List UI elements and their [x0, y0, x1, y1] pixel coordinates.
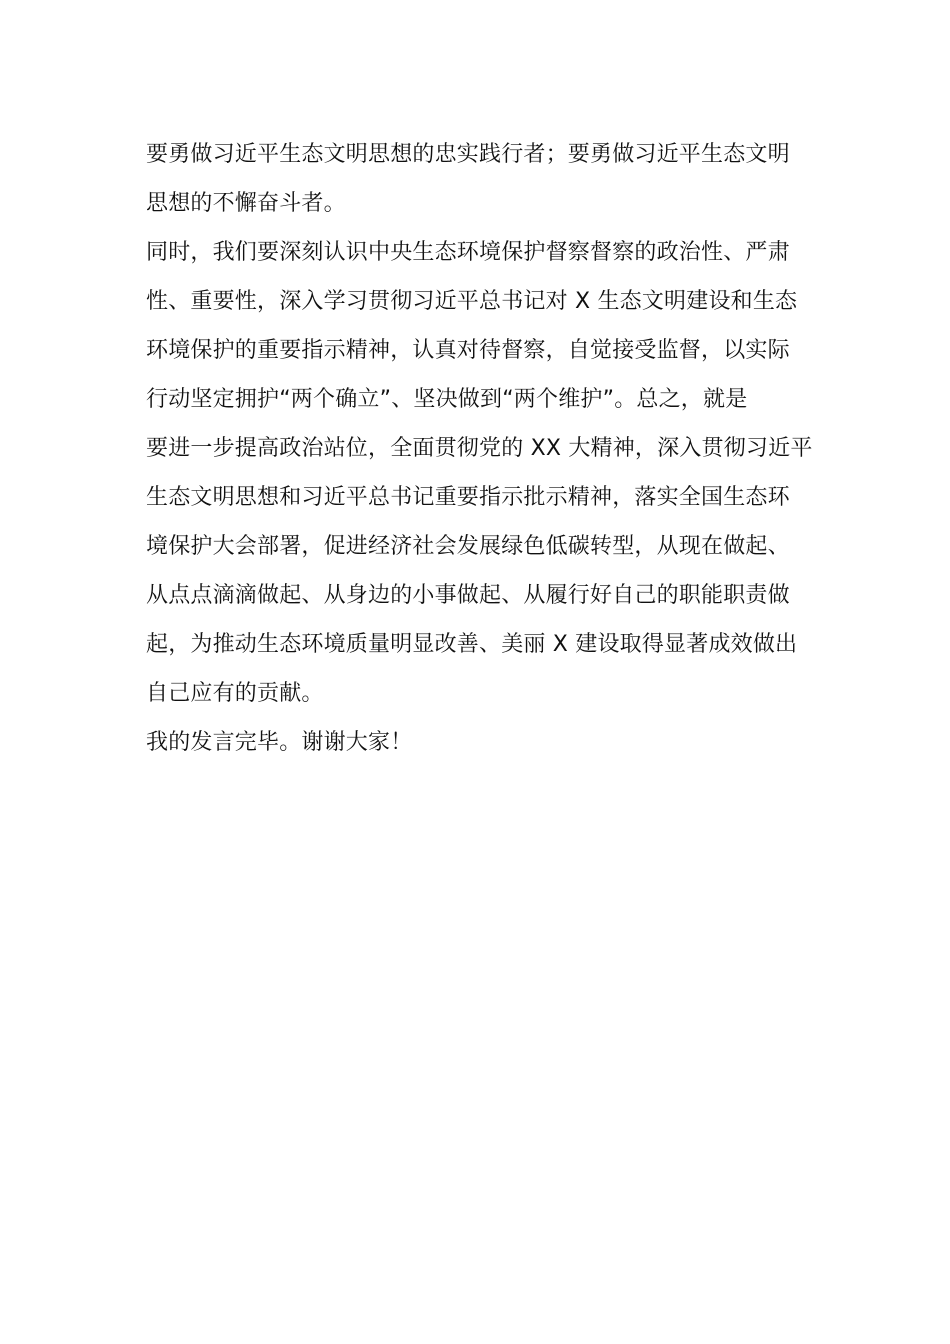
text-line-13: 我的发言完毕。谢谢大家！ [146, 730, 413, 755]
document-body [146, 130, 813, 767]
text-line-8: 生态文明思想和习近平总书记重要指示批示精神，落实全国生态环 [146, 485, 790, 510]
text-line-9: 境保护大会部署，促进经济社会发展绿色低碳转型，从现在做起、 [146, 534, 790, 559]
text-line-6: 行动坚定拥护“两个确立”、坚决做到“两个维护”。总之，就是 [146, 387, 748, 412]
text-line-7: 要进一步提高政治站位，全面贯彻党的 XX 大精神，深入贯彻习近平 [146, 436, 813, 461]
text-line-2: 思想的不懈奋斗者。 [146, 191, 346, 216]
text-line-1: 要勇做习近平生态文明思想的忠实践行者；要勇做习近平生态文明 [146, 142, 790, 167]
text-line-3: 同时，我们要深刻认识中央生态环境保护督察督察的政治性、严肃 [146, 240, 790, 265]
text-line-5: 环境保护的重要指示精神，认真对待督察，自觉接受监督，以实际 [146, 338, 790, 363]
text-line-10: 从点点滴滴做起、从身边的小事做起、从履行好自己的职能职责做 [146, 583, 790, 608]
text-line-12: 自己应有的贡献。 [146, 681, 324, 706]
text-line-4: 性、重要性，深入学习贯彻习近平总书记对 X 生态文明建设和生态 [146, 289, 798, 314]
text-line-11: 起，为推动生态环境质量明显改善、美丽 X 建设取得显著成效做出 [146, 632, 798, 657]
